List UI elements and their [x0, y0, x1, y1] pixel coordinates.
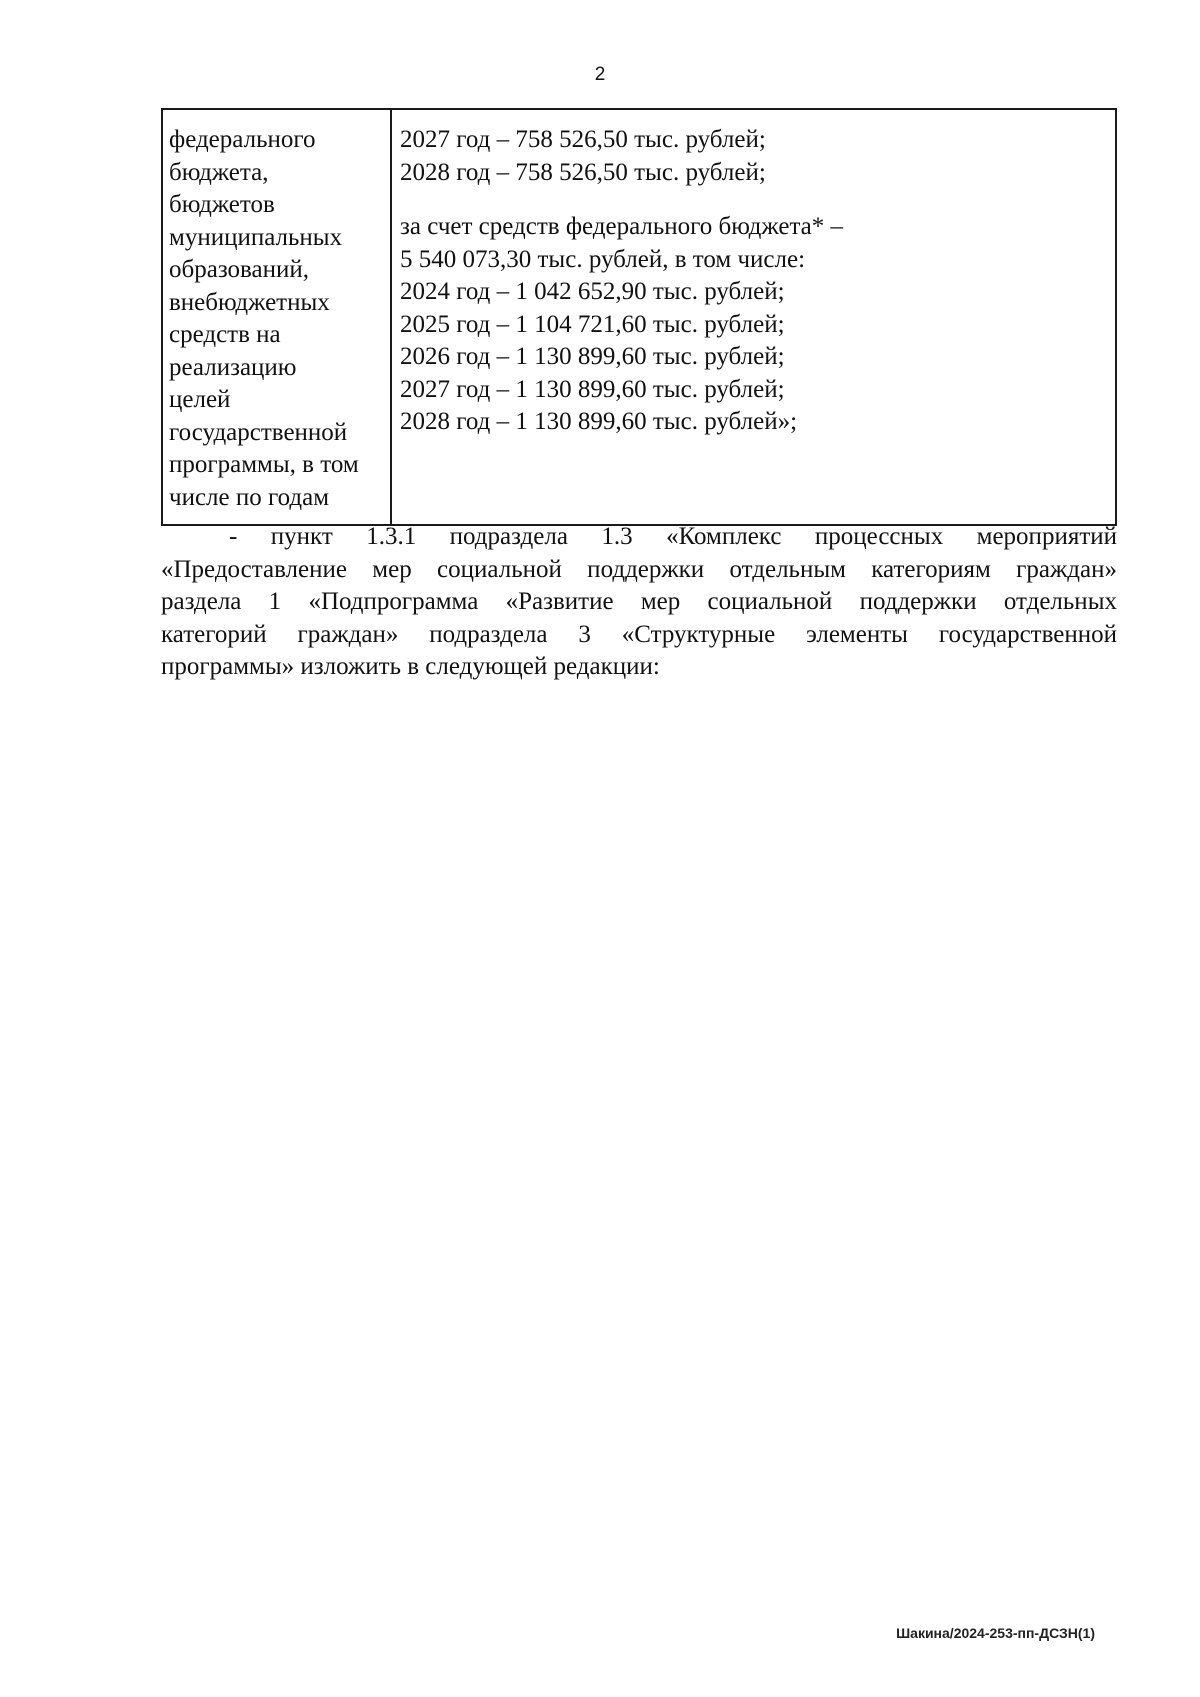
paragraph-line: программы» изложить в следующей редакции:	[161, 653, 660, 680]
federal-budget-total: 5 540 073,30 тыс. рублей, в том числе:	[400, 245, 806, 273]
label-line: федерального	[169, 126, 316, 153]
document-code: Шакина/2024-253-пп-ДСЗН(1)	[896, 1625, 1095, 1641]
label-line: программы, в том	[169, 451, 359, 478]
amount-line: 2027 год – 758 526,50 тыс. рублей;	[400, 126, 766, 153]
funding-amounts-cell	[392, 110, 1115, 524]
funding-source-label-cell	[163, 110, 392, 524]
funding-table	[161, 108, 1117, 526]
federal-budget-heading: за счет средств федерального бюджета* –	[400, 213, 844, 240]
label-line: числе по годам	[169, 483, 330, 511]
paragraph-line: «Предоставление мер социальной поддержки отдельным категориям граждан»	[161, 555, 1117, 583]
amount-line: 2024 год – 1 042 652,90 тыс. рублей;	[400, 278, 785, 305]
amount-line: 2025 год – 1 104 721,60 тыс. рублей;	[400, 310, 785, 338]
label-line: целей	[169, 386, 231, 413]
paragraph-line: категорий граждан» подраздела 3 «Структурные элементы государственной	[161, 620, 1117, 648]
paragraph-line: раздела 1 «Подпрограмма «Развитие мер социальной поддержки отдельных	[161, 588, 1117, 615]
label-line: средств на	[169, 321, 281, 348]
label-line: образований,	[169, 256, 310, 283]
label-line: внебюджетных	[169, 288, 330, 316]
amount-line: 2028 год – 758 526,50 тыс. рублей;	[400, 158, 766, 186]
label-line: реализацию	[169, 353, 297, 381]
amount-line: 2027 год – 1 130 899,60 тыс. рублей;	[400, 375, 785, 403]
amount-line: 2028 год – 1 130 899,60 тыс. рублей»;	[400, 408, 798, 435]
page-number: 2	[594, 64, 606, 85]
label-line: бюджетов	[169, 191, 275, 218]
amendment-paragraph	[161, 521, 1117, 684]
block-spacer	[400, 189, 1115, 211]
label-line: муниципальных	[169, 223, 343, 251]
paragraph-line: - пункт 1.3.1 подраздела 1.3 «Комплекс процессных мероприятий	[229, 523, 1117, 550]
label-line: бюджета,	[169, 158, 269, 186]
label-line: государственной	[169, 418, 348, 446]
amount-line: 2026 год – 1 130 899,60 тыс. рублей;	[400, 343, 785, 370]
